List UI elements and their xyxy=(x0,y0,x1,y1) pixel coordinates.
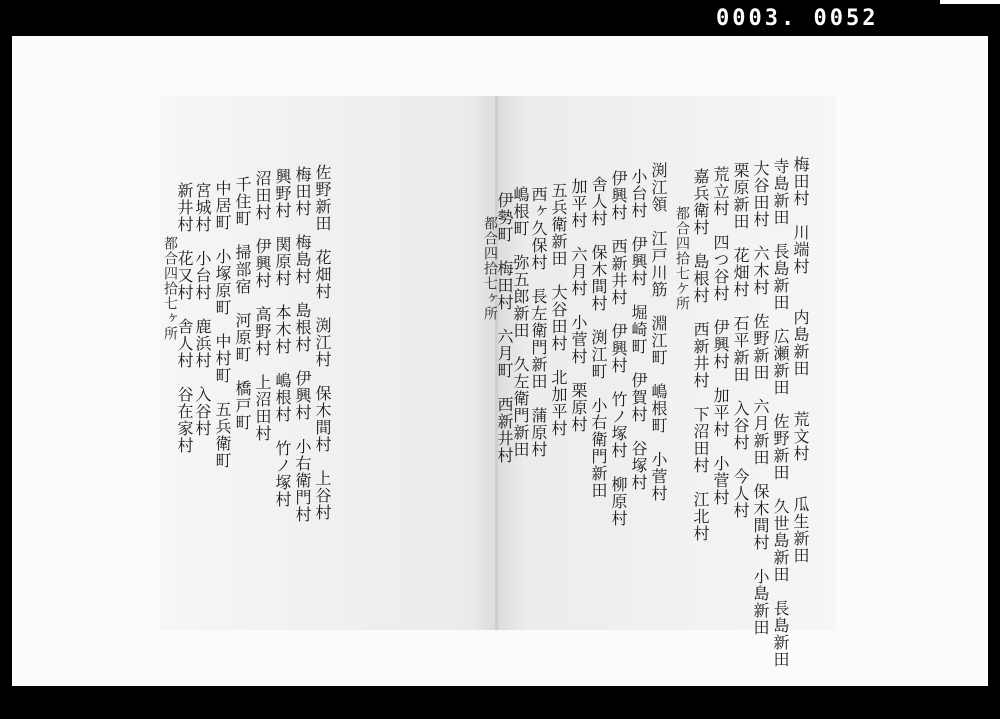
total-count: 都合四拾七ケ所 xyxy=(674,206,690,311)
text-column: 中居町 小塚原町 中村町 五兵衛町 xyxy=(213,180,232,469)
text-column: 梅田村 梅島村 島根村 伊興村 小右衛門村 xyxy=(293,166,312,523)
left-page xyxy=(160,96,496,630)
open-book xyxy=(160,96,836,668)
text-column: 伊勢町 梅田村 六月町 西新井村 xyxy=(495,192,514,464)
text-column: 千住町 掃部宿 河原町 橋戸町 xyxy=(233,176,252,431)
total-count: 都合四拾七ヶ所 xyxy=(162,236,178,341)
text-column: 寺島新田 長島新田 広瀬新田 佐野新田 久世島新田 長島新田 xyxy=(771,158,790,668)
text-column: 佐野新田 花畑村 渕江村 保木間村 上谷村 xyxy=(313,164,332,521)
text-column: 西ヶ久保村 長左衛門新田 蒲原村 xyxy=(529,186,548,458)
text-column: 五兵衛新田 大谷田村 北加平村 xyxy=(549,182,568,437)
total-count: 都合四拾七ヶ所 xyxy=(482,216,498,321)
text-column: 栗原新田 花畑村 石平新田 入谷村 今人村 xyxy=(731,162,750,519)
text-column: 荒立村 四つ谷村 伊興村 加平村 小菅村 xyxy=(711,166,730,506)
right-page xyxy=(482,96,836,668)
text-column: 宮城村 小台村 鹿浜村 入谷村 xyxy=(193,182,212,437)
text-column: 加平村 六月村 小菅村 栗原村 xyxy=(569,178,588,433)
text-column: 興野村 関原村 本木村 嶋根村 竹ノ塚村 xyxy=(273,168,292,508)
text-column: 嶋根町 弥五郎新田 久左衛門新田 xyxy=(511,186,530,458)
text-column: 嘉兵衛村 島根村 西新井村 下沼田村 江北村 xyxy=(691,168,710,542)
text-column: 舎人村 保木間村 渕江町 小右衛門新田 xyxy=(589,176,608,499)
text-column: 伊興村 西新井村 伊興村 竹ノ塚村 柳原村 xyxy=(609,170,628,527)
text-column: 新井村 花又村 舎人村 谷在家村 xyxy=(175,182,194,454)
text-column: 沼田村 伊興村 高野村 上沼田村 xyxy=(253,170,272,442)
text-column: 大谷田村 六木村 佐野新田 六月新田 保木間村 小島新田 xyxy=(751,160,770,636)
text-column: 梅田村 川端村 内島新田 荒文村 瓜生新田 xyxy=(791,156,810,564)
frame-corner-tab xyxy=(940,0,1000,4)
frame-number: 0003. 0052 xyxy=(716,6,879,31)
text-column: 小台村 伊興村 堀崎町 伊賀村 谷塚村 xyxy=(629,168,648,491)
text-column: 渕江領 江戸川筋 淵江町 嶋根町 小菅村 xyxy=(649,162,668,502)
